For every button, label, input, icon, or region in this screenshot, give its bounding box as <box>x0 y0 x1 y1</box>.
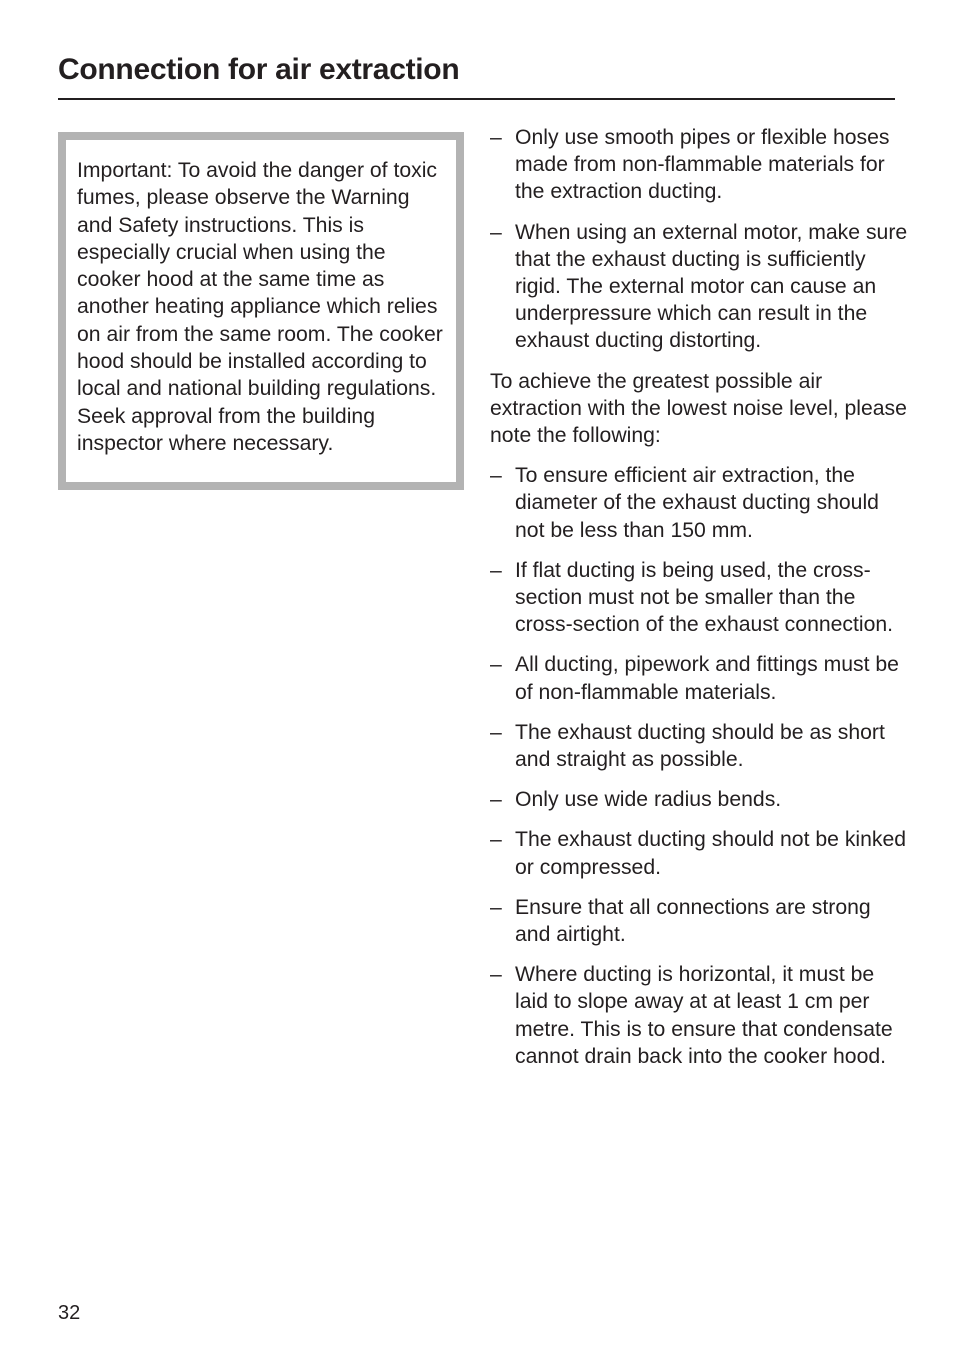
dash-bullet: – <box>490 464 502 488</box>
list-item <box>490 719 910 773</box>
dash-bullet: – <box>490 895 502 919</box>
list-item-text: If flat ducting is being used, the cross-section must not be smaller than the cross-section of the exhaust connection. <box>515 558 894 637</box>
list-item <box>490 219 910 355</box>
list-item-text: Only use smooth pipes or flexible hoses made from non-flammable materials for the extraction ducting. <box>515 126 890 204</box>
warning-box <box>58 132 464 490</box>
extraction-tips-list <box>490 462 910 1070</box>
list-item <box>490 894 910 948</box>
list-item <box>490 651 910 705</box>
list-item-text: When using an external motor, make sure that the exhaust ducting is sufficiently rigid. The external motor can cause an underpressure which can result in the exhaust ducting distorting. <box>515 220 908 353</box>
dash-bullet: – <box>490 558 502 582</box>
instructions-column <box>490 124 910 1083</box>
intro-paragraph: To achieve the greatest possible air extraction with the lowest noise level, please note the following: <box>490 369 907 448</box>
dash-bullet: – <box>490 828 502 852</box>
list-item-text: Only use wide radius bends. <box>515 788 782 812</box>
list-item-text: The exhaust ducting should be as short and straight as possible. <box>515 720 885 772</box>
dash-bullet: – <box>490 220 502 244</box>
list-item-text: To ensure efficient air extraction, the diameter of the exhaust ducting should not be less than 150 mm. <box>515 464 879 542</box>
page-title: Connection for air extraction <box>58 53 460 86</box>
list-item <box>490 786 910 813</box>
list-item-text: Where ducting is horizontal, it must be laid to slope away at at least 1 cm per metre. This is to ensure that condensate cannot drain back into the cooker hood. <box>515 963 893 1068</box>
dash-bullet: – <box>490 126 502 149</box>
dash-bullet: – <box>490 720 502 744</box>
dash-bullet: – <box>490 653 502 677</box>
dash-bullet: – <box>490 963 502 987</box>
list-item-text: The exhaust ducting should not be kinked or compressed. <box>515 828 907 879</box>
page-number: 32 <box>58 1302 81 1324</box>
list-item-text: Ensure that all connections are strong and airtight. <box>515 895 871 947</box>
warning-text: Important: To avoid the danger of toxic fumes, please observe the Warning and Safety instructions. This is especially crucial when using the cooker hood at the same time as another heating appliance which relies on air from the same room. The cooker hood should be installed according to local and national building regulations. Seek approval from the building inspector where necessary. <box>77 159 443 455</box>
list-item-text: All ducting, pipework and fittings must be of non-flammable materials. <box>515 653 899 704</box>
list-item <box>490 557 910 639</box>
ducting-material-list <box>490 124 910 355</box>
list-item <box>490 826 910 880</box>
title-divider <box>58 98 895 100</box>
list-item <box>490 462 910 544</box>
list-item <box>490 124 910 206</box>
dash-bullet: – <box>490 788 502 812</box>
list-item <box>490 961 910 1070</box>
